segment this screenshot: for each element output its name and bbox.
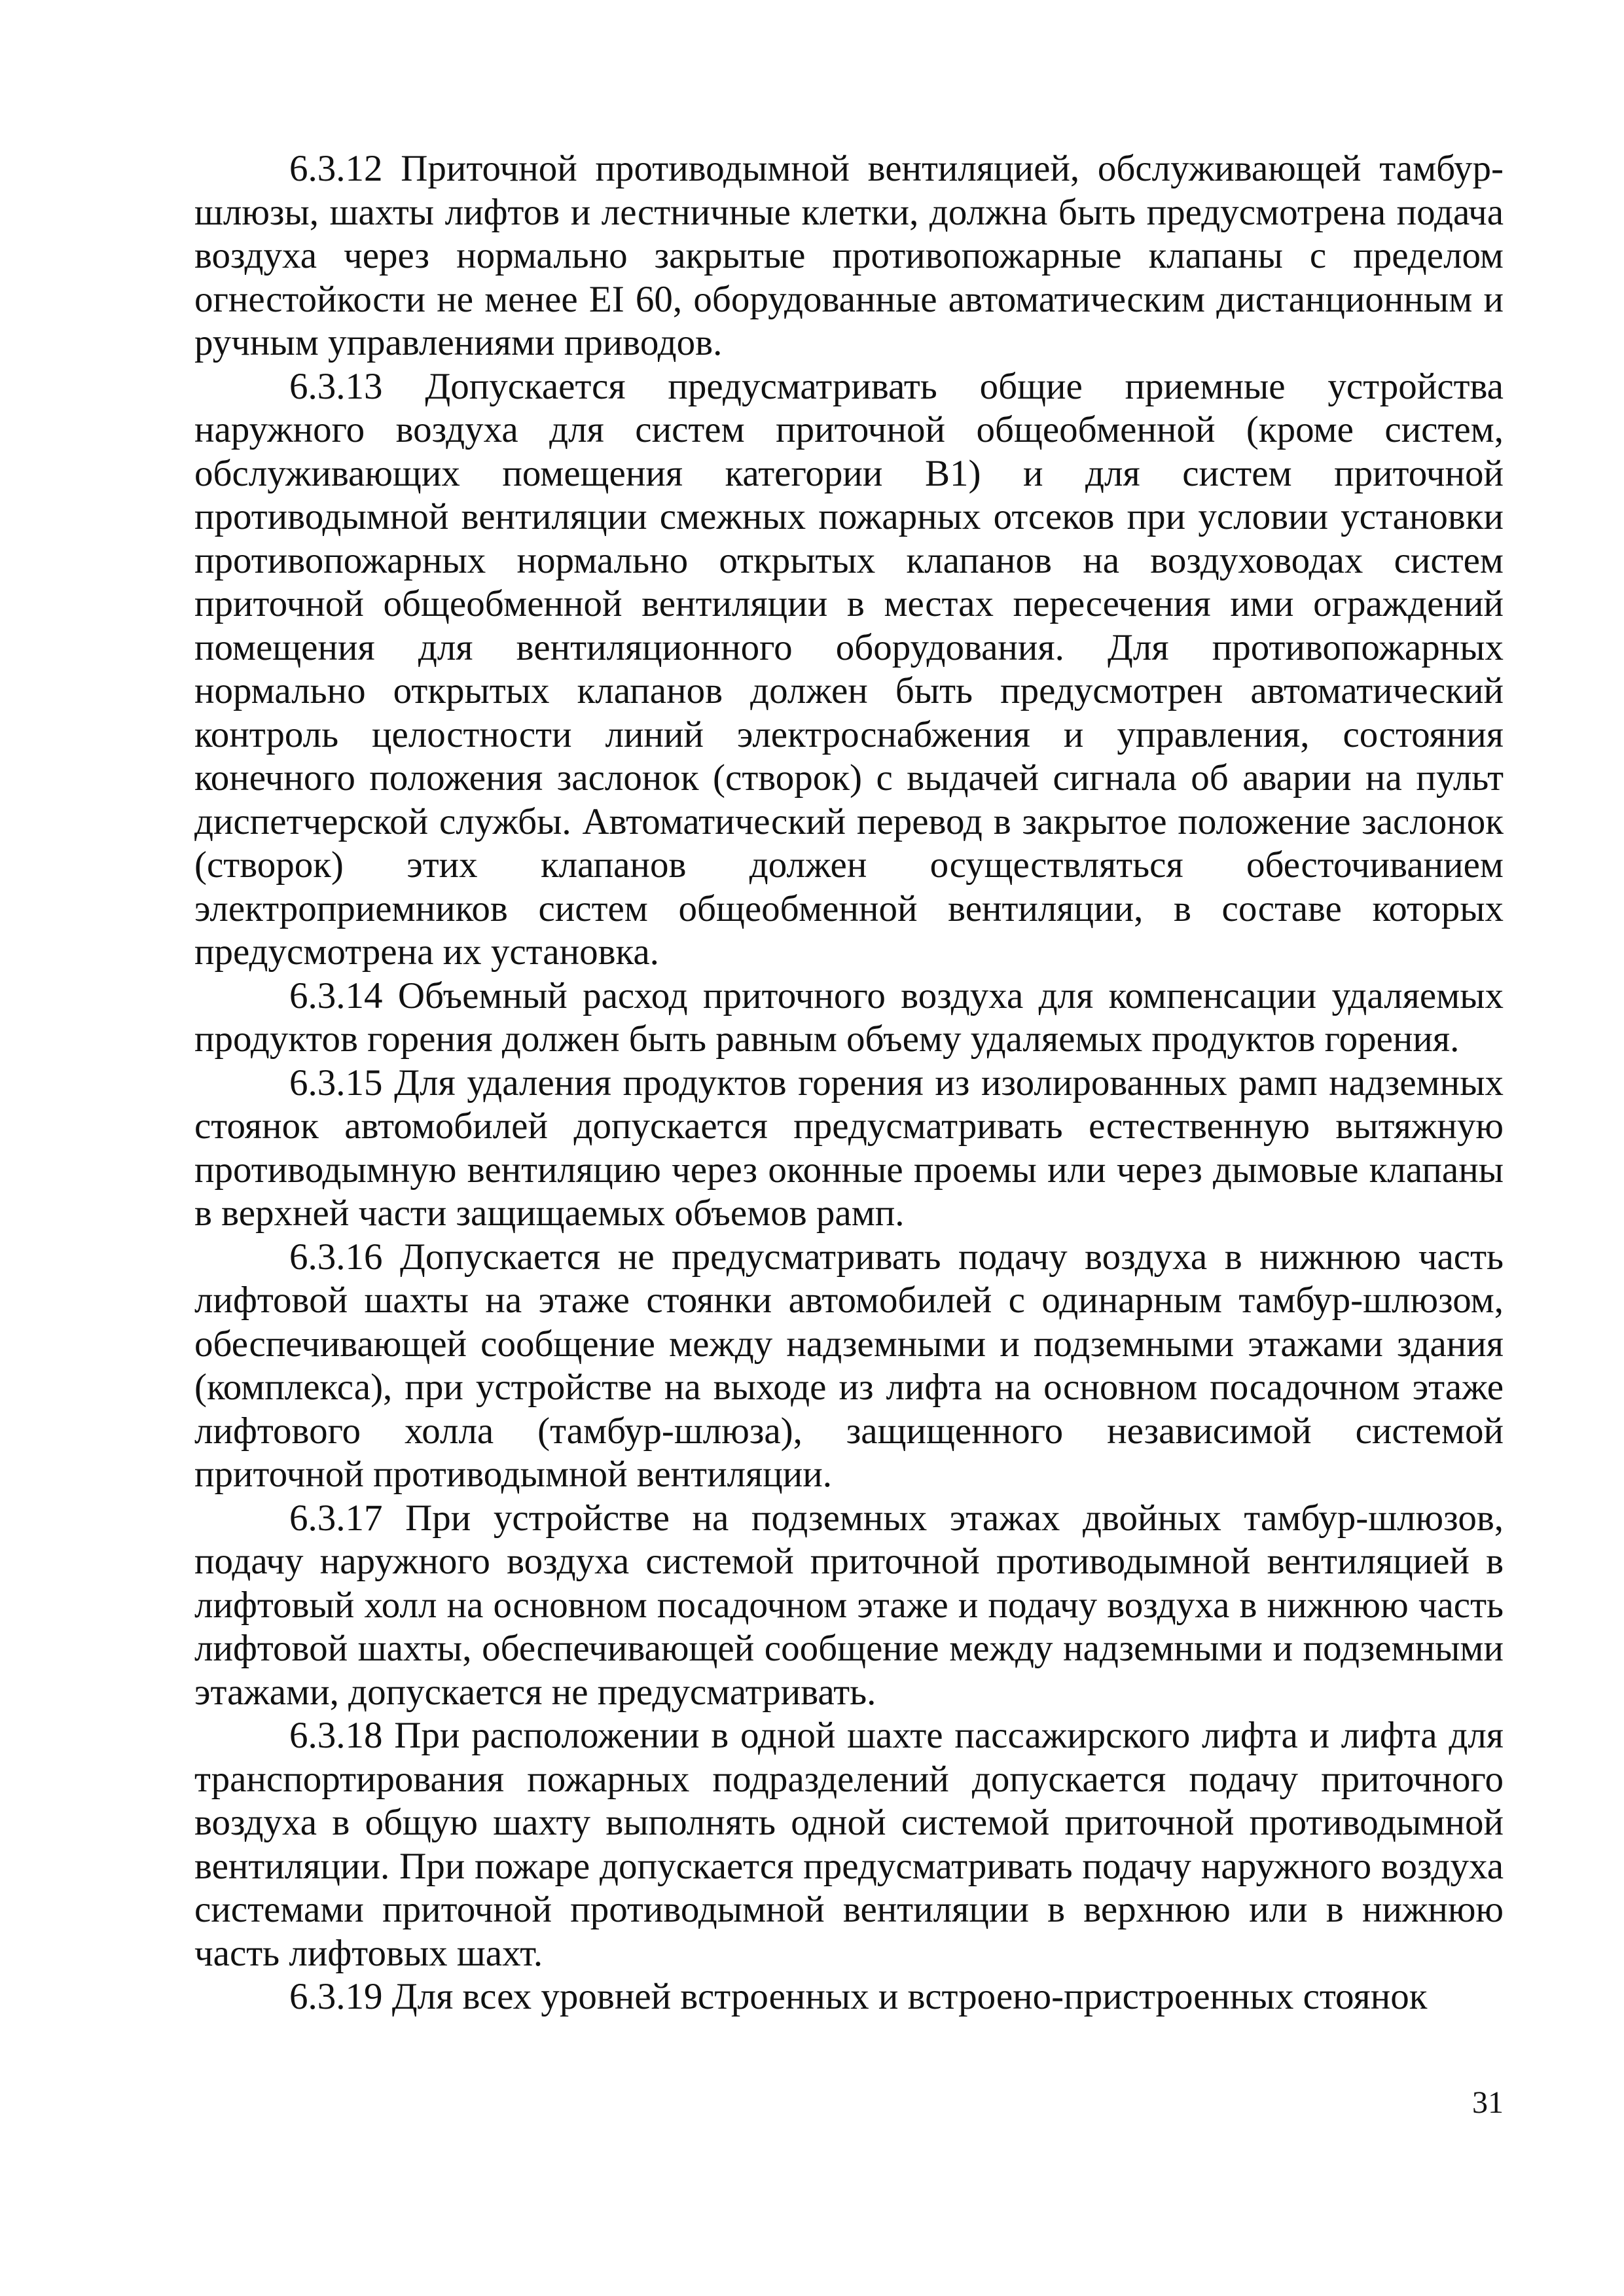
paragraph-6-3-16: 6.3.16 Допускается не предусматривать подачу воздуха в нижнюю часть лифтовой шахты на этаже стоянки автомобилей с одинарным тамбур-шлюзом, обеспечивающей сообщение между надземными и подземными этажами здания (комплекса), при устройстве на выходе из лифта на основном посадочном этаже лифтового холла (тамбур-шлюза), защищенного независимой системой приточной противодымной вентиляции. (194, 1236, 1504, 1495)
document-body (194, 147, 1504, 2019)
paragraph-6-3-15: 6.3.15 Для удаления продуктов горения из изолированных рамп надземных стоянок автомобилей допускается предусматривать естественную вытяжную противодымную вентиляцию через оконные проемы или через дымовые клапаны в верхней части защищаемых объемов рамп. (194, 1062, 1504, 1234)
paragraph-6-3-14: 6.3.14 Объемный расход приточного воздуха для компенсации удаляемых продуктов горения должен быть равным объему удаляемых продуктов горения. (194, 975, 1504, 1060)
paragraph-6-3-13: 6.3.13 Допускается предусматривать общие приемные устройства наружного воздуха для систем приточной общеобменной (кроме систем, обслуживающих помещения категории В1) и для систем приточной противодымной вентиляции смежных пожарных отсеков при условии установки противопожарных нормально открытых клапанов на воздуховодах систем приточной общеобменной вентиляции в местах пересечения ими ограждений помещения для вентиляционного оборудования. Для противопожарных нормально открытых клапанов должен быть предусмотрен автоматический контроль целостности линий электроснабжения и управления, состояния конечного положения заслонок (створок) с выдачей сигнала об аварии на пульт диспетчерской службы. Автоматический перевод в закрытое положение заслонок (створок) этих клапанов должен осуществляться обесточиванием электроприемников систем общеобменной вентиляции, в составе которых предусмотрена их установка. (194, 365, 1504, 973)
paragraph-6-3-12: 6.3.12 Приточной противодымной вентиляцией, обслуживающей тамбур-шлюзы, шахты лифтов и лестничные клетки, должна быть предусмотрена подача воздуха через нормально закрытые противопожарные клапаны с пределом огнестойкости не менее EI 60, оборудованные автоматическим дистанционным и ручным управлениями приводов. (194, 148, 1504, 363)
paragraph-6-3-17: 6.3.17 При устройстве на подземных этажах двойных тамбур-шлюзов, подачу наружного воздуха системой приточной противодымной вентиляцией в лифтовый холл на основном посадочном этаже и подачу воздуха в нижнюю часть лифтовой шахты, обеспечивающей сообщение между надземными и подземными этажами, допускается не предусматривать. (194, 1497, 1504, 1713)
paragraph-6-3-19: 6.3.19 Для всех уровней встроенных и встроено-пристроенных стоянок (289, 1976, 1428, 2017)
paragraph-6-3-18: 6.3.18 При расположении в одной шахте пассажирского лифта и лифта для транспортирования пожарных подразделений допускается подачу приточного воздуха в общую шахту выполнять одной системой приточной противодымной вентиляции. При пожаре допускается предусматривать подачу наружного воздуха системами приточной противодымной вентиляции в верхнюю или в нижнюю часть лифтовых шахт. (194, 1715, 1504, 1974)
page-number: 31 (1472, 2085, 1504, 2120)
